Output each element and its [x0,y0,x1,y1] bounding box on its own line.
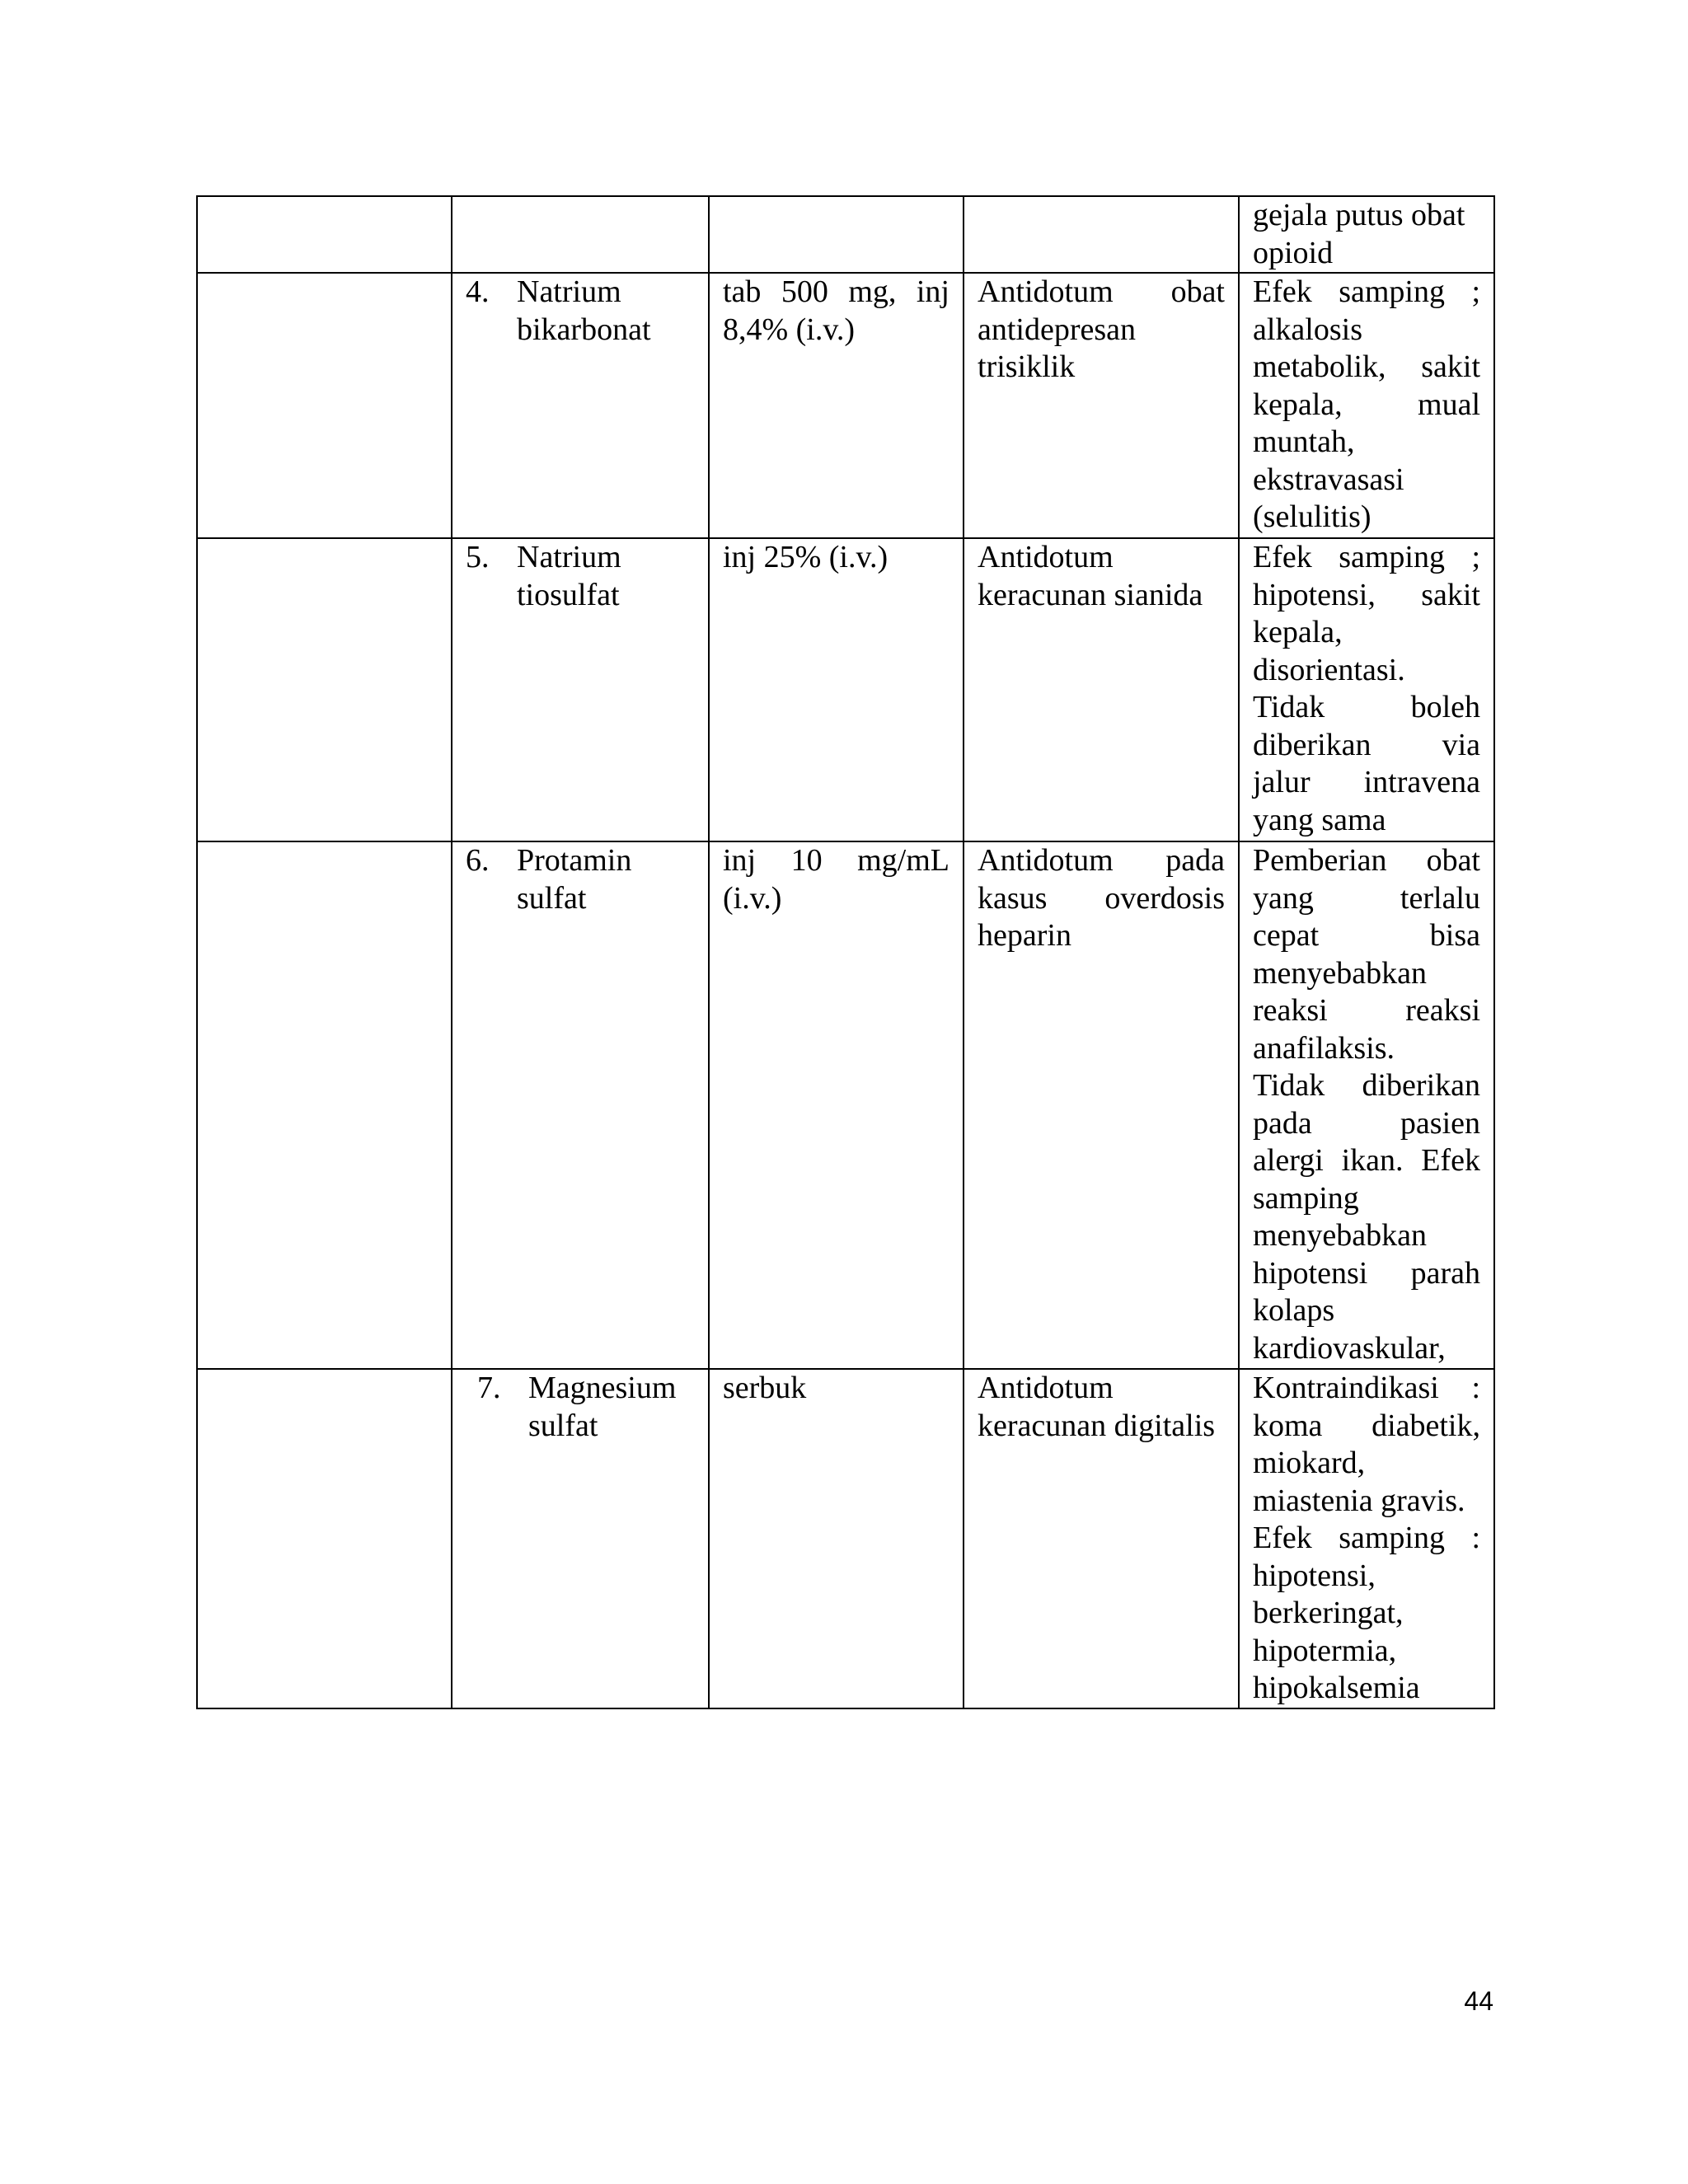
indication-cell [964,841,1239,1369]
dosage-line: inj 25% (i.v.) [723,540,889,574]
notes-line: pada pasien [1253,1105,1480,1141]
drug-name-cell [452,196,709,273]
indication-line: Antidotum [978,1371,1114,1405]
notes-line: menyebabkan [1253,1218,1428,1253]
notes-line: ekstravasasi [1253,462,1404,497]
notes-cell [1239,841,1494,1369]
indication-line: keracunan digitalis [978,1408,1216,1443]
dosage-form-cell [709,1369,964,1708]
dosage-line: (i.v.) [723,880,782,916]
empty-category-cell [197,273,452,538]
page-number: 44 [1464,1986,1493,2016]
table-row [197,841,1494,1369]
indication-line: antidepresan [978,312,1137,347]
notes-line: kolaps [1253,1293,1335,1328]
drug-name-line: Natrium [517,274,621,309]
notes-line: jalur intravena [1253,765,1480,799]
notes-line: diberikan via [1253,727,1480,762]
drug-name-line: tiosulfat [517,577,620,612]
drug-name-line: Magnesium [528,1371,677,1405]
indication-line: heparin [978,918,1071,953]
notes-line: Pemberian obat [1253,843,1480,878]
row-number: 5. [466,540,490,574]
notes-line: miokard, [1253,1446,1366,1480]
indication-line: kasus overdosis [978,880,1225,916]
indication-cell [964,273,1239,538]
notes-line: koma diabetik, [1253,1408,1480,1443]
notes-line: Efek samping : [1253,1521,1480,1555]
notes-cell [1239,196,1494,273]
row-number: 6. [466,843,490,878]
notes-line: samping [1253,1180,1359,1216]
drug-name-line: sulfat [528,1408,598,1443]
indication-line: Antidotum pada [978,843,1225,878]
notes-line: disorientasi. [1253,652,1405,687]
notes-line: Tidak diberikan [1253,1068,1480,1103]
notes-line: opioid [1253,235,1334,270]
notes-line: hipotensi parah [1253,1255,1480,1291]
notes-line: yang sama [1253,802,1386,837]
notes-line: hipokalsemia [1253,1671,1420,1705]
notes-line: (selulitis) [1253,499,1372,534]
notes-line: anafilaksis. [1253,1030,1395,1066]
drug-name-line: Protamin [517,843,632,878]
empty-category-cell [197,538,452,841]
drug-name-cell [452,841,709,1369]
dosage-form-cell [709,196,964,273]
notes-line: cepat bisa [1253,918,1480,953]
empty-category-cell [197,196,452,273]
notes-line: kepala, [1253,615,1343,649]
table-row [197,538,1494,841]
row-number: 4. [466,274,490,309]
notes-line: menyebabkan [1253,955,1428,991]
drug-name-cell [452,273,709,538]
antidote-table [196,195,1495,1709]
notes-line: muntah, [1253,424,1355,459]
indication-line: trisiklik [978,349,1076,384]
notes-line: alergi ikan. Efek [1253,1143,1480,1178]
indication-cell [964,538,1239,841]
notes-line: Kontraindikasi : [1253,1371,1480,1405]
notes-line: berkeringat, [1253,1596,1404,1630]
table-row [197,273,1494,538]
indication-cell [964,196,1239,273]
notes-cell [1239,273,1494,538]
notes-line: alkalosis [1253,312,1362,347]
drug-name-cell [452,538,709,841]
indication-line: Antidotum obat [978,274,1225,309]
indication-cell [964,1369,1239,1708]
notes-line: yang terlalu [1253,880,1480,916]
notes-line: Tidak boleh [1253,690,1480,724]
dosage-line: inj 10 mg/mL [723,843,950,878]
notes-line: hipotensi, sakit [1253,577,1480,612]
dosage-form-cell [709,538,964,841]
table-body [197,196,1494,1708]
notes-line: gejala putus obat [1253,198,1465,232]
notes-line: Efek samping ; [1253,540,1480,574]
dosage-line: tab 500 mg, inj [723,274,950,309]
notes-line: reaksi reaksi [1253,993,1480,1028]
drug-name-line: Natrium [517,540,621,574]
row-number: 7. [477,1371,501,1405]
notes-line: hipotensi, [1253,1558,1376,1593]
dosage-line: serbuk [723,1371,807,1405]
dosage-form-cell [709,841,964,1369]
notes-line: metabolik, sakit [1253,349,1480,384]
notes-line: kepala, mual [1253,387,1480,422]
notes-line: miastenia gravis. [1253,1483,1465,1518]
table-row [197,196,1494,273]
indication-line: Antidotum [978,540,1114,574]
notes-line: kardiovaskular, [1253,1330,1446,1366]
table-row [197,1369,1494,1708]
notes-line: Efek samping ; [1253,274,1480,309]
notes-cell [1239,1369,1494,1708]
notes-cell [1239,538,1494,841]
indication-line: keracunan sianida [978,577,1203,612]
dosage-form-cell [709,273,964,538]
empty-category-cell [197,1369,452,1708]
drug-name-cell [452,1369,709,1708]
empty-category-cell [197,841,452,1369]
drug-name-line: bikarbonat [517,312,651,347]
drug-name-line: sulfat [517,880,587,916]
notes-line: hipotermia, [1253,1633,1397,1668]
dosage-line: 8,4% (i.v.) [723,312,856,347]
